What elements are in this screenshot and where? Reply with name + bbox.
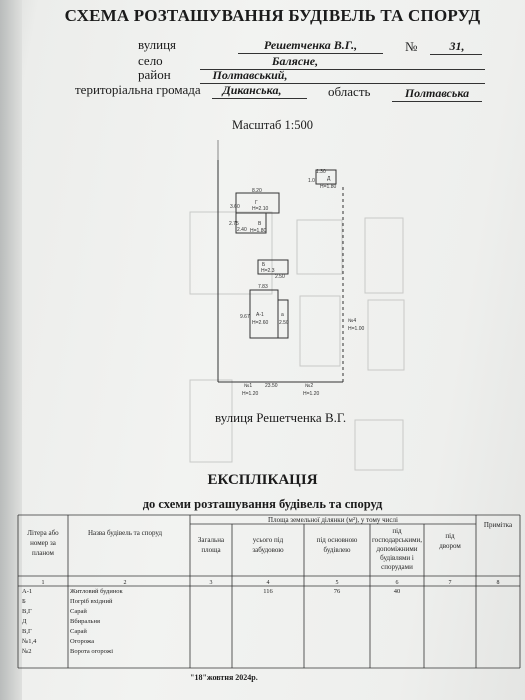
hdr-main-l1: під основною [316, 536, 358, 544]
hdr-main-l2: будівлею [323, 546, 351, 554]
hdr-out-l5: спорудами [381, 563, 413, 571]
g-height: Н=2.10 [252, 206, 269, 212]
a-height: Н=2.60 [252, 320, 269, 326]
table-row [22, 598, 113, 605]
district-label: район [138, 67, 171, 82]
cell-built: 116 [263, 588, 273, 595]
colnum-1: 1 [41, 580, 45, 586]
b-dim: 2.50 [275, 274, 285, 280]
colnum-5: 5 [335, 580, 339, 586]
cell-name: Ворота огорожі [70, 648, 114, 655]
community-value: Диканська, [222, 83, 282, 97]
cell-code: А-1 [22, 588, 33, 595]
hdr-total-l2: площа [201, 546, 221, 554]
hdr-yard-l2: двором [439, 542, 461, 550]
colnum-7: 7 [448, 580, 452, 586]
g-name: Г [255, 200, 258, 206]
cell-code: №2 [22, 648, 32, 655]
village-label: село [138, 53, 163, 68]
cell-out: 40 [393, 588, 401, 595]
community-label: територіальна громада [75, 82, 201, 97]
table-row [22, 628, 87, 635]
oblast-value: Полтавська [404, 86, 470, 100]
number-value: 31, [449, 39, 465, 53]
hdr-col2: Назва будівель та споруд [87, 529, 163, 537]
b-name: Б [262, 262, 266, 268]
a-annex-dim: 2.50 [279, 320, 289, 326]
d-dim2: 1.0 [308, 178, 315, 184]
hdr-out-l1: під [392, 527, 402, 535]
street-caption: вулиця Решетченка В.Г. [215, 410, 347, 425]
document-title: СХЕМА РОЗТАШУВАННЯ БУДІВЕЛЬ ТА СПОРУД [64, 6, 481, 25]
hdr-col1-l3: планом [32, 549, 54, 557]
village-value: Баляснe, [271, 54, 319, 68]
colnum-3: 3 [209, 580, 213, 586]
d-name: Д [327, 176, 331, 182]
f2-height: Н=1.20 [303, 391, 320, 397]
hdr-out-l2: господарськими, [371, 536, 423, 544]
cell-main: 76 [333, 588, 341, 595]
f4-name: №4 [348, 318, 357, 324]
v-height: Н=1.80 [250, 228, 267, 234]
g-dim-h: 3.60 [230, 204, 240, 210]
colnum-8: 8 [496, 580, 500, 586]
street-value: Решетченка В.Г., [263, 38, 358, 52]
cell-code: Б [22, 598, 26, 605]
hdr-built-l1: усього під [252, 536, 284, 544]
cell-name: Погріб вхідний [70, 598, 113, 605]
table-row [22, 588, 400, 595]
document-date: "18"жовтня 2024р. [190, 673, 258, 682]
hdr-area-group: Площа земельної ділянки (м²), у тому числі [268, 516, 398, 524]
b-height: Н=2.3 [261, 268, 275, 274]
f4-height: Н=1.00 [348, 326, 365, 332]
cell-code: №1,4 [22, 638, 37, 645]
a-name: А-1 [256, 312, 264, 318]
cell-code: В,Г [22, 608, 32, 615]
front-dim: 23.50 [265, 383, 278, 389]
f2-name: №2 [305, 383, 314, 389]
table-row [22, 618, 100, 625]
f1-name: №1 [244, 383, 253, 389]
cell-name: Житловий будинок [70, 588, 123, 595]
table-row [22, 608, 87, 615]
a-dim-h: 9.67 [240, 314, 250, 320]
f1-height: Н=1.20 [242, 391, 259, 397]
v-dim: 2.75 [229, 221, 239, 227]
v-dim2: 2.40 [237, 227, 247, 233]
colnum-6: 6 [395, 580, 399, 586]
explication-title: ЕКСПЛІКАЦІЯ [207, 472, 318, 488]
colnum-4: 4 [266, 580, 270, 586]
oblast-label: область [328, 84, 371, 99]
cell-name: Сарай [70, 608, 87, 615]
a-dim-w: 7.83 [258, 284, 268, 290]
table-row [22, 638, 94, 645]
hdr-col1-l2: номер за [30, 539, 56, 547]
cell-name: Вбиральня [70, 618, 100, 625]
d-height: Н=1.80 [320, 184, 337, 190]
cell-code: В,Г [22, 628, 32, 635]
colnum-2: 2 [123, 580, 127, 586]
v-name: В [258, 221, 262, 227]
hdr-total-l1: Загальна [197, 536, 225, 544]
d-dim: 1.30 [316, 169, 326, 175]
hdr-col1-l1: Літера або [27, 529, 59, 537]
cell-name: Сарай [70, 628, 87, 635]
hdr-out-l4: будівлями і [380, 554, 414, 562]
street-label: вулиця [138, 37, 177, 52]
hdr-built-l2: забудовою [252, 546, 284, 554]
cell-code: Д [22, 618, 27, 625]
hdr-out-l3: допоміжними [376, 545, 418, 553]
g-dim-w: 8.20 [252, 188, 262, 194]
cell-name: Огорожа [70, 638, 95, 645]
number-label: № [405, 39, 418, 54]
a-annex: а [281, 312, 284, 318]
district-value: Полтавський, [212, 68, 288, 82]
hdr-note: Примітка [483, 521, 513, 529]
explication-subtitle: до схеми розташування будівель та споруд [142, 497, 383, 511]
scale-label: Масштаб 1:500 [232, 118, 313, 132]
hdr-yard-l1: під [445, 532, 455, 540]
